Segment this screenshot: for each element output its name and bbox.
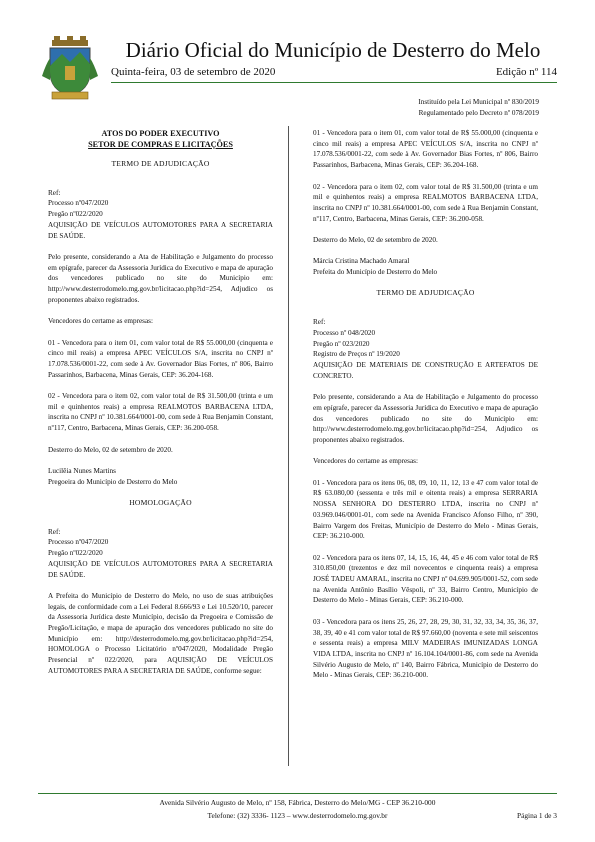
footer-contact: Telefone: (32) 3336- 1123 – www.desterrodomelo.mg.gov.br: [207, 811, 388, 820]
winner-item-1: 01 - Vencedora para o item 01, com valor total de R$ 55.000,00 (cinquenta e cinco mil reais) a empresa APEC VEÍCULOS S/A, inscrita no CNPJ nº 17.078.536/0001-22, com sede à Av. Governador Bias Fortes, nº 806, Bairro Passarinhos, Barbacena, Minas Gerais, CEP: 36.204-168.: [313, 129, 538, 170]
pregao-number: Pregão nº022/2020: [48, 549, 103, 558]
winner-item-1: 01 - Vencedora para o item 01, com valor total de R$ 55.000,00 (cinquenta e cinco mil reais) a empresa APEC VEÍCULOS S/A, inscrita no CNPJ nº 17.078.536/0001-22, com sede à Av. Governador Bias Fortes, nº 806, Bairro Passarinhos, Barbacena, Minas Gerais, CEP: 36.204-168.: [48, 338, 273, 379]
homologation-text: A Prefeita do Município de Desterro do Melo, no uso de suas atribuições legais, de conformidade com a Lei Federal 8.666/93 e Lei 10.520/10, parecer da Assessoria Jurídica deste Município, decisão da Pregoeira e Comissão de Pregão/Licitação, e mapa de apuração dos vencedores publicado no site do Município em: http://desterrodomelo.mg.gov.br/licitacao.php?id=254, HOMOLOGA o Processo Licitatório nº047/2020, Modalidade Pregão Presencial nº 022/2020, para AQUISIÇÃO DE VEÍCULOS AUTOMOTORES PARA A SECRETARIA DE SAÚDE, conforme segue:: [48, 591, 273, 675]
institution-decree: Regulamentado pelo Decreto nº 078/2019: [418, 109, 539, 117]
section-heading-executive: ATOS DO PODER EXECUTIVO: [101, 129, 220, 138]
place-date: Desterro do Melo, 02 de setembro de 2020.: [48, 445, 173, 454]
processo-number: Processo nº047/2020: [48, 199, 109, 208]
adjudication-text: Pelo presente, considerando a Ata de Habilitação e Julgamento do processo em epígrafe, parecer da Assessoria Jurídica do Executivo e mapa de apuração dos vencedores publicado no site do Município em: http://www.desterrodomelo.mg.gov.br/licitacao.php?id=254, Adjudico os proponentes abaixo registrados.: [313, 393, 538, 444]
header-divider: [111, 82, 557, 83]
winner-item-01: 01 - Vencedora para os itens 06, 08, 09, 10, 11, 12, 13 e 47 com valor total de R$ 63.080,00 (sessenta e três mil e oitenta reais) a empresa SERRARIA NOSSA SENHORA DO DESTERRO LTDA, inscrita no CNPJ nº 03.969.046/0001-01, com sede na Avenida Francisco Afonso Filho, nº 390, Bairro Vargem dos Freitas, Município de Desterro do Melo - Minas Gerais, CEP: 36.210-000.: [313, 478, 538, 541]
registro-precos: Registro de Preços nº 19/2020: [313, 350, 400, 359]
termo-adjudicacao-title: TERMO DE ADJUDICAÇÃO: [376, 288, 475, 298]
gazette-title: Diário Oficial do Município de Desterro do Melo: [125, 38, 541, 62]
footer-divider: [38, 793, 557, 794]
winners-heading: Vencedores do certame as empresas:: [313, 457, 418, 466]
column-divider: [288, 126, 289, 766]
winner-item-02: 02 - Vencedora para os itens 07, 14, 15, 16, 44, 45 e 46 com valor total de R$ 310.850,00 (trezentos e dez mil novecentos e cinquenta reais) a empresa JOSÉ TADEU AMARAL, inscrita no CNPJ nº 04.699.905/0001-52, com sede na Avenida Antônio Basílio Vêspoli, nº 33, Bairro Centro, Município de Desterro do Melo - Minas Gerais, CEP: 36.210-000.: [313, 553, 538, 605]
municipal-coat-of-arms-icon: [38, 36, 102, 102]
winner-item-03: 03 - Vencedora para os itens 25, 26, 27, 28, 29, 30, 31, 32, 33, 34, 35, 36, 37, 38, 39, 40 e 41 com valor total de R$ 97.660,00 (noventa e sete mil seiscentos e sessenta reais) a empresa MILV MADEIRAS IMUNIZADAS LONGA VIDA LTDA, inscrita no CNPJ nº 16.104.104/0001-86, com sede na Avenida Silvério Augusto de Melo, nº 140, Bairro Fábrica, Município de Desterro do Melo - Minas Gerais, CEP: 36.210-000.: [313, 617, 538, 680]
objeto: AQUISIÇÃO DE MATERIAIS DE CONSTRUÇÃO E ARTEFATOS DE CONCRETO.: [313, 361, 538, 380]
edition-number: Edição nº 114: [495, 66, 557, 78]
ref-label: Ref:: [48, 188, 61, 197]
signatory-name: Lucilêia Nunes Martins: [48, 466, 116, 475]
ref-label: Ref:: [313, 318, 326, 327]
winners-heading: Vencedores do certame as empresas:: [48, 317, 153, 326]
right-column: [313, 128, 538, 692]
pregao-number: Pregão nº022/2020: [48, 210, 103, 219]
signatory-role: Prefeita do Município de Desterro do Melo: [313, 268, 438, 277]
adjudication-text: Pelo presente, considerando a Ata de Habilitação e Julgamento do processo em epígrafe, parecer da Assessoria Jurídica do Executivo e mapa de apuração dos vencedores publicado no site do Município em: http://www.desterrodomelo.mg.gov.br/licitacao.php?id=254, Adjudico os proponentes abaixo registrados.: [48, 252, 273, 304]
ref-label: Ref:: [48, 527, 61, 536]
objeto: AQUISIÇÃO DE VEÍCULOS AUTOMOTORES PARA A SECRETARIA DE SAÚDE.: [48, 220, 273, 240]
institution-note: [418, 97, 539, 119]
institution-law: Instituído pela Lei Municipal nº 830/2019: [418, 98, 539, 106]
objeto: AQUISIÇÃO DE VEÍCULOS AUTOMOTORES PARA A SECRETARIA DE SAÚDE.: [48, 559, 273, 579]
page-number: Página 1 de 3: [516, 811, 557, 820]
signatory-role: Pregoeira do Município de Desterro do Melo: [48, 477, 178, 486]
winner-item-2: 02 - Vencedora para o item 02, com valor total de R$ 31.500,00 (trinta e um mil e quinhentos reais) a empresa REALMOTOS BARBACENA LTDA, inscrita no CNPJ nº 10.381.664/0001-00, com sede à Rua Benjamin Constant, nº117, Centro, Barbacena, Minas Gerais, CEP: 36.200-058.: [48, 392, 273, 433]
winner-item-2: 02 - Vencedora para o item 02, com valor total de R$ 31.500,00 (trinta e um mil e quinhentos reais) a empresa REALMOTOS BARBACENA LTDA, inscrita no CNPJ nº 10.381.664/0001-00, com sede à Rua Benjamin Constant, nº117, Centro, Barbacena, Minas Gerais, CEP: 36.200-058.: [313, 182, 538, 223]
homologacao-title: HOMOLOGAÇÃO: [129, 497, 192, 507]
pregao-number: Pregão nº 023/2020: [313, 339, 370, 348]
place-date: Desterro do Melo, 02 de setembro de 2020.: [313, 236, 438, 244]
termo-adjudicacao-title: TERMO DE ADJUDICAÇÃO: [111, 159, 210, 168]
footer-address: Avenida Silvério Augusto de Melo, nº 158, Fábrica, Desterro do Melo/MG - CEP 36.210-000: [159, 798, 436, 807]
section-heading-purchasing: SETOR DE COMPRAS E LICITAÇÕES: [88, 140, 233, 149]
left-column: [48, 128, 273, 687]
processo-number: Processo nº 048/2020: [313, 328, 376, 337]
processo-number: Processo nº047/2020: [48, 538, 109, 547]
publication-date: Quinta-feira, 03 de setembro de 2020: [111, 66, 276, 78]
signatory-name: Márcia Cristina Machado Amaral: [313, 257, 410, 266]
